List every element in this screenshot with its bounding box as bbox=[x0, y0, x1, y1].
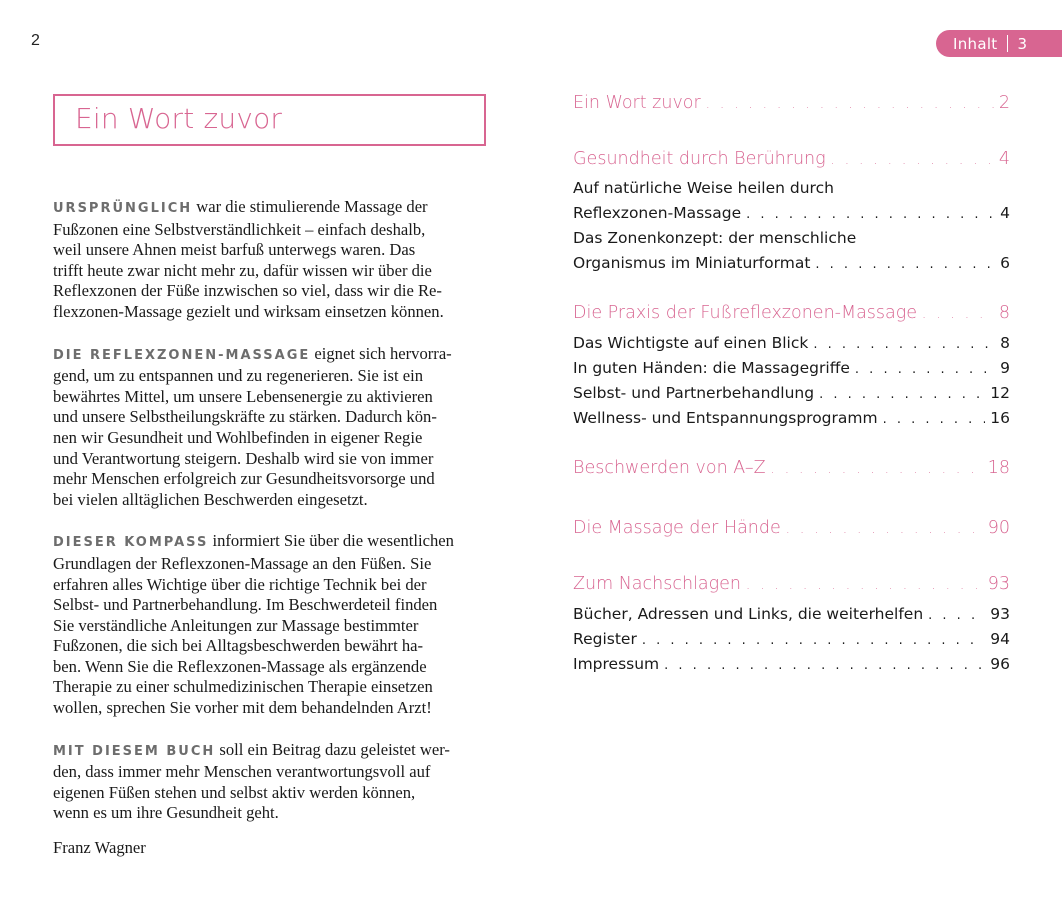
toc-entry bbox=[573, 149, 1010, 169]
toc-dot-leader bbox=[815, 257, 995, 272]
toc-dot-leader bbox=[922, 307, 994, 322]
paragraph-1 bbox=[53, 197, 493, 323]
toc-entry bbox=[573, 93, 1010, 113]
toc-entry-title: In guten Händen: die Massagegriffe bbox=[573, 359, 850, 377]
toc-entry-page: 18 bbox=[987, 458, 1010, 478]
foreword-text bbox=[53, 197, 493, 845]
paragraph-lead: URSPRÜNGLICH bbox=[53, 201, 193, 216]
toc-dot-leader bbox=[883, 412, 986, 427]
toc-entry-title: Wellness- und Entspannungsprogramm bbox=[573, 409, 878, 427]
toc-entry-title: Zum Nachschlagen bbox=[573, 574, 741, 594]
paragraph-lead: DIE REFLEXZONEN-MASSAGE bbox=[53, 347, 311, 363]
toc-entry bbox=[573, 359, 1010, 377]
toc-entry-title: Das Zonenkonzept: der menschliche bbox=[573, 229, 857, 247]
toc-dot-leader bbox=[813, 337, 995, 352]
toc-entry bbox=[573, 518, 1010, 538]
toc-dot-leader bbox=[642, 633, 985, 648]
chapter-title: Ein Wort zuvor bbox=[75, 102, 283, 135]
toc-entry bbox=[573, 229, 1010, 247]
toc-entry-page: 4 bbox=[1000, 204, 1010, 222]
toc-entry-title: Impressum bbox=[573, 655, 660, 673]
toc-entry-title: Selbst- und Partnerbehandlung bbox=[573, 384, 815, 402]
toc-dot-leader bbox=[746, 207, 995, 222]
toc-entry-page: 16 bbox=[990, 409, 1010, 427]
toc-entry bbox=[573, 630, 1010, 648]
toc-entry-page: 94 bbox=[990, 630, 1010, 648]
toc-entry-title: Gesundheit durch Berührung bbox=[573, 149, 826, 169]
author-signature: Franz Wagner bbox=[53, 838, 146, 857]
toc-entry-title: Beschwerden von A–Z bbox=[573, 458, 766, 478]
toc-entry bbox=[573, 254, 1010, 272]
paragraph-4 bbox=[53, 740, 493, 824]
toc-dot-leader bbox=[786, 522, 983, 537]
toc-entry bbox=[573, 409, 1010, 427]
toc-entry bbox=[573, 179, 1010, 197]
toc-dot-leader bbox=[771, 462, 983, 477]
tab-divider bbox=[1007, 35, 1008, 52]
toc-entry bbox=[573, 458, 1010, 478]
toc-entry-page: 9 bbox=[1000, 359, 1010, 377]
paragraph-lead: MIT DIESEM BUCH bbox=[53, 743, 216, 759]
paragraph-2 bbox=[53, 344, 493, 511]
toc-entry-page: 90 bbox=[987, 518, 1010, 538]
toc-entry-page: 12 bbox=[990, 384, 1010, 402]
toc-entry-title: Auf natürliche Weise heilen durch bbox=[573, 179, 834, 197]
toc-entry bbox=[573, 655, 1010, 673]
paragraph-body: war die stimulierende Massage der Fußzonen eine Selbstverständlichkeit – einfach deshalb, weil unsere Ahnen meist barfuß unterwegs waren. Das trifft heute zwar nicht mehr zu, dafür wissen wir über die Reflexzonen der Füße inzwischen so viel, dass wir die Re- flexzonen-Massage gezielt und wirksam einsetzen können. bbox=[53, 197, 444, 321]
chapter-title-box bbox=[53, 94, 486, 146]
toc-entry-title: Bücher, Adressen und Links, die weiterhelfen bbox=[573, 605, 924, 623]
toc-entry-page: 2 bbox=[998, 93, 1010, 113]
paragraph-body: soll ein Beitrag dazu geleistet wer- den, dass immer mehr Menschen verantwortungsvoll auf eigenen Füßen stehen und selbst aktiv werden können, wenn es um ihre Gesundheit geht. bbox=[53, 739, 450, 823]
toc-entry-page: 93 bbox=[990, 605, 1010, 623]
toc-entry-page: 8 bbox=[1000, 334, 1010, 352]
toc-dot-leader bbox=[664, 658, 985, 673]
toc-dot-leader bbox=[746, 578, 983, 593]
toc-entry-title: Das Wichtigste auf einen Blick bbox=[573, 334, 809, 352]
page-number-right: 3 bbox=[1017, 34, 1028, 53]
paragraph-3 bbox=[53, 531, 493, 718]
toc-entry-title: Ein Wort zuvor bbox=[573, 93, 701, 113]
toc-entry bbox=[573, 574, 1010, 594]
toc-dot-leader bbox=[819, 387, 985, 402]
toc-entry bbox=[573, 204, 1010, 222]
toc-entry-page: 96 bbox=[990, 655, 1010, 673]
toc-entry bbox=[573, 384, 1010, 402]
toc-entry-page: 4 bbox=[998, 149, 1010, 169]
toc-entry-page: 8 bbox=[998, 303, 1010, 323]
paragraph-body: eignet sich hervorra- gend, um zu entspannen und zu regenerieren. Sie ist ein bewährtes Mittel, um unsere Lebensenergie zu aktivieren und unsere Selbstheilungskräfte zu stärken. Dadurch kön- nen wir Gesundheit und Wohlbefinden in eigener Regie und Verantwortung steigern. Deshalb wird sie von immer mehr Menschen erfolgreich zur Gesundheitsvorsorge und bei vielen alltäglichen Beschwerden eingesetzt. bbox=[53, 343, 452, 509]
section-tab-label: Inhalt bbox=[953, 34, 998, 53]
toc-dot-leader bbox=[928, 608, 985, 623]
toc-dot-leader bbox=[855, 362, 995, 377]
toc-entry-title: Organismus im Miniaturformat bbox=[573, 254, 811, 272]
toc-entry-title: Register bbox=[573, 630, 637, 648]
paragraph-body: informiert Sie über die wesentlichen Grundlagen der Reflexzonen-Massage an den Füßen. Sie erfahren alles Wichtige über die richtige Technik bei der Selbst- und Partnerbehandlung. Im Beschwerdeteil finden Sie verständliche Anleitungen zur Massage bestimmter Fußzonen, die sich bei Alltagsbeschwerden bewährt ha- ben. Wenn Sie die Reflexzonen-Massage als ergänzende Therapie zu einer schulmedizinischen Therapie einsetzen wollen, sprechen Sie vorher mit dem behandelnden Arzt! bbox=[53, 531, 454, 718]
toc-dot-leader bbox=[706, 97, 994, 112]
toc-dot-leader bbox=[831, 153, 994, 168]
section-tab bbox=[936, 30, 1062, 57]
page-number-left: 2 bbox=[31, 32, 40, 49]
paragraph-lead: DIESER KOMPASS bbox=[53, 535, 209, 551]
toc-entry bbox=[573, 605, 1010, 623]
toc-entry-page: 6 bbox=[1000, 254, 1010, 272]
toc-entry bbox=[573, 334, 1010, 352]
toc-entry-title: Die Massage der Hände bbox=[573, 518, 781, 538]
toc-entry bbox=[573, 303, 1010, 323]
toc-entry-title: Reflexzonen-Massage bbox=[573, 204, 742, 222]
toc-entry-title: Die Praxis der Fußreflexzonen-Massage bbox=[573, 303, 918, 323]
toc-entry-page: 93 bbox=[987, 574, 1010, 594]
